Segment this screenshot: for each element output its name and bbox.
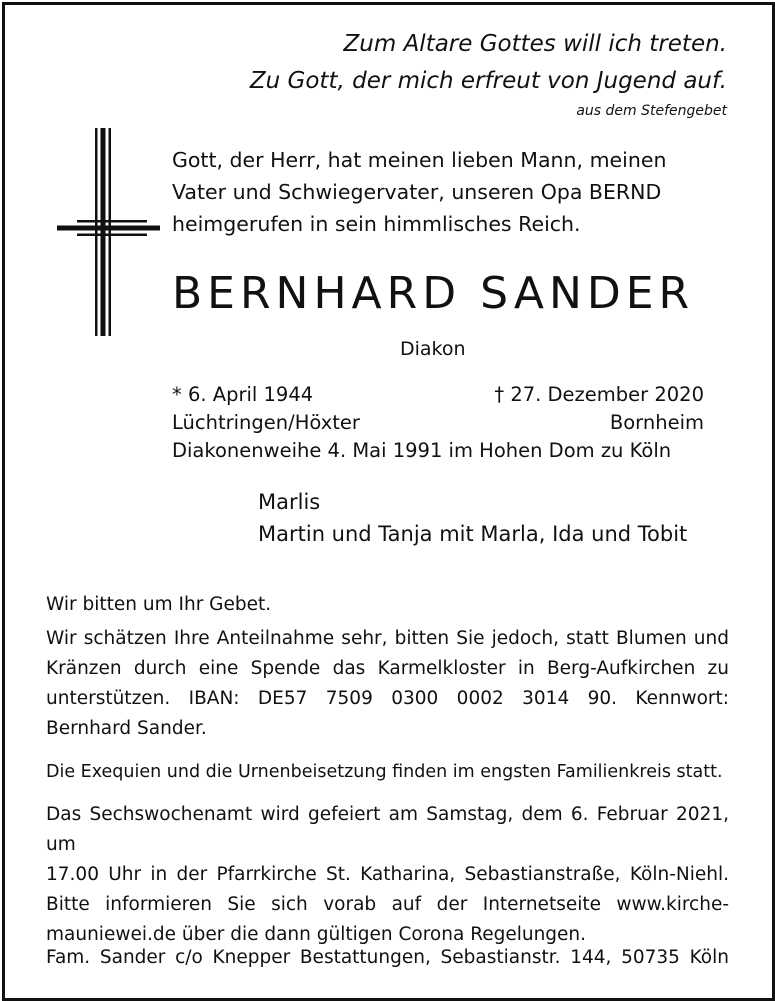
donation-line: Wir schätzen Ihre Anteilnahme sehr, bitten Sie jedoch, statt Blumen und: [46, 628, 729, 649]
mass-line: Bitte informieren Sie sich vorab auf der Internetseite www.kirche-: [46, 894, 729, 915]
birth-date: * 6. April 1944: [172, 383, 314, 406]
donation-paragraph: [46, 624, 729, 744]
family-line-2: Martin und Tanja mit Marla, Ida und Tobit: [258, 522, 688, 546]
death-date: † 27. Dezember 2020: [494, 383, 704, 406]
deceased-title: Diakon: [400, 338, 466, 360]
funeral-info: Die Exequien und die Urnenbeisetzung finden im engsten Familienkreis statt.: [46, 762, 723, 782]
donation-line: Kränzen durch eine Spende das Karmelkloster in Berg-Aufkirchen zu: [46, 658, 729, 679]
intro-line-3: heimgerufen in sein himmlisches Reich.: [172, 212, 581, 236]
footer-address-text: Fam. Sander c/o Knepper Bestattungen, Sebastianstr. 144, 50735 Köln: [46, 947, 729, 968]
donation-line: unterstützen. IBAN: DE57 7509 0300 0002 3014 90. Kennwort:: [46, 688, 729, 709]
ordination: Diakonenweihe 4. Mai 1991 im Hohen Dom zu Köln: [172, 439, 672, 462]
quote-line-2: Zu Gott, der mich erfreut von Jugend auf.: [249, 68, 727, 94]
mass-line: mauniewei.de über die dann gültigen Corona Regelungen.: [46, 924, 587, 945]
donation-line: Bernhard Sander.: [46, 718, 207, 739]
prayer-request: Wir bitten um Ihr Gebet.: [46, 594, 272, 615]
quote-line-1: Zum Altare Gottes will ich treten.: [343, 31, 727, 57]
death-place: Bornheim: [609, 411, 704, 434]
mass-line: 17.00 Uhr in der Pfarrkirche St. Katharina, Sebastianstraße, Köln-Niehl.: [46, 864, 729, 885]
cross-icon: [55, 128, 160, 336]
intro-line-2: Vater und Schwiegervater, unseren Opa BERND: [172, 180, 662, 204]
mass-line: Das Sechswochenamt wird gefeiert am Samstag, dem 6. Februar 2021, um: [46, 804, 729, 855]
quote-source: aus dem Stefengebet: [576, 103, 727, 119]
deceased-name: BERNHARD SANDER: [172, 268, 695, 319]
birth-place: Lüchtringen/Höxter: [172, 411, 360, 434]
footer-address: [46, 947, 729, 968]
family-line-1: Marlis: [258, 490, 321, 514]
mass-paragraph: [46, 800, 729, 950]
intro-line-1: Gott, der Herr, hat meinen lieben Mann, meinen: [172, 148, 667, 172]
